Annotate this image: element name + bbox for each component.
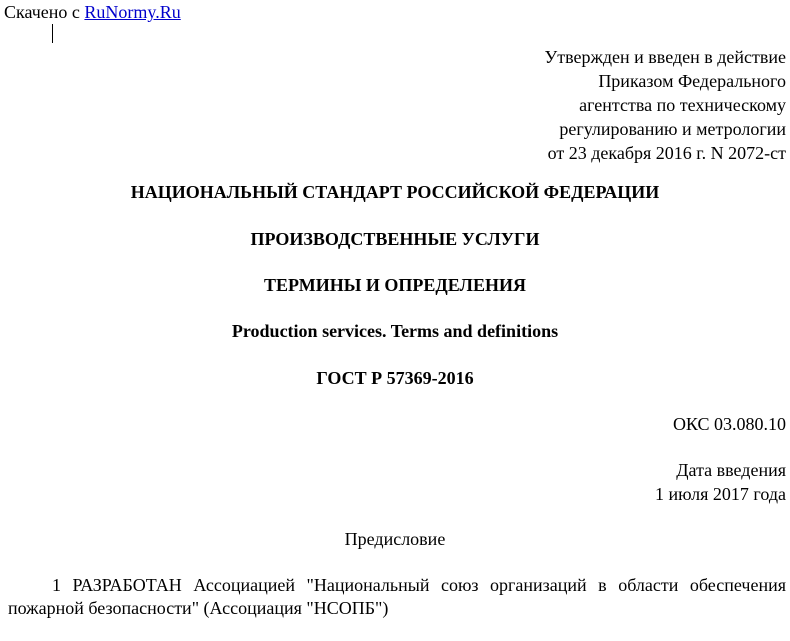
approval-line: Утвержден и введен в действие <box>544 47 786 67</box>
intro-date-label: Дата введения <box>676 460 786 480</box>
standard-title: НАЦИОНАЛЬНЫЙ СТАНДАРТ РОССИЙСКОЙ ФЕДЕРАЦИИ <box>130 182 660 202</box>
approval-line: от 23 декабря 2016 г. N 2072-ст <box>547 143 786 163</box>
approval-line: агентства по техническому <box>579 95 786 115</box>
subject-title: ПРОИЗВОДСТВЕННЫЕ УСЛУГИ <box>250 229 540 249</box>
english-title: Production services. Terms and definitions <box>231 321 559 341</box>
approval-line: регулированию и метрологии <box>559 119 786 139</box>
source-prefix: Скачено с <box>4 2 85 22</box>
foreword-heading: Предисловие <box>344 529 446 549</box>
source-line <box>4 1 181 23</box>
intro-date-value: 1 июля 2017 года <box>655 484 786 504</box>
subtitle: ТЕРМИНЫ И ОПРЕДЕЛЕНИЯ <box>264 275 526 295</box>
foreword-paragraph: 1 РАЗРАБОТАН Ассоциацией "Национальный союз организаций в области обеспечения пожарной безопасности" (Ассоциация "НСОПБ") <box>8 575 786 618</box>
approval-block <box>544 45 786 165</box>
text-cursor <box>52 24 53 43</box>
approval-line: Приказом Федерального <box>598 71 786 91</box>
oks-code: ОКС 03.080.10 <box>672 414 786 434</box>
standard-code: ГОСТ Р 57369-2016 <box>316 368 474 388</box>
source-link[interactable]: RuNormy.Ru <box>84 2 181 22</box>
